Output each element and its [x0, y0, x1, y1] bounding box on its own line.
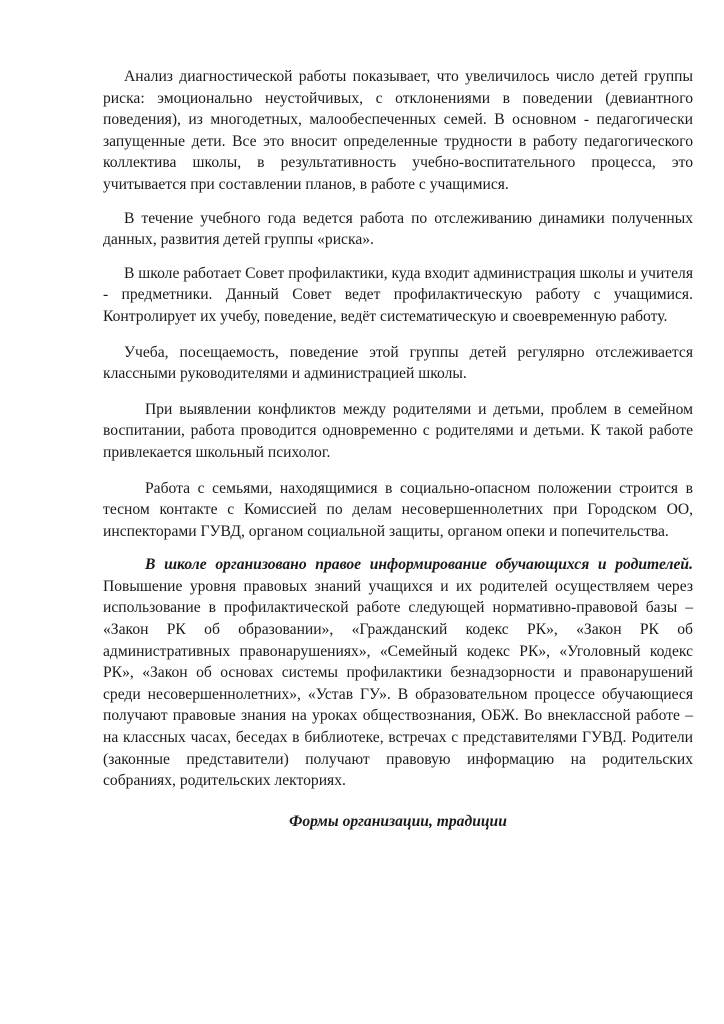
paragraph-monitoring: В течение учебного года ведется работа по отслеживанию динамики полученных данных, развития детей группы «риска». — [103, 209, 693, 249]
paragraph-conflicts: При выявлении конфликтов между родителями и детьми, проблем в семейном воспитании, работа проводится одновременно с родителями и детьми. К такой работе привлекается школьный психолог. — [103, 400, 693, 461]
legal-information-lead: В школе организовано правое информирование обучающихся и родителей. — [145, 556, 693, 574]
section-heading: Формы организации, традиции — [289, 812, 507, 830]
paragraph-prevention-council: В школе работает Совет профилактики, куда входит администрация школы и учителя - предметники. Данный Совет ведет профилактическую работу с учащимися. Контролирует их учебу, поведение, ведёт систематическую и своевременную работу. — [103, 264, 693, 325]
paragraph-families: Работа с семьями, находящимися в социально-опасном положении строится в тесном контакте с Комиссией по делам несовершеннолетних при Городском ОО, инспекторами ГУВД, органом социальной защиты, органом опеки и попечительства. — [103, 479, 693, 540]
paragraph-legal-information — [103, 554, 693, 792]
legal-information-text: Повышение уровня правовых знаний учащихся и их родителей осуществляем через использование в профилактической работе следующей нормативно-правовой базы – «Закон РК об образовании», «Гражданский кодекс РК», «Закон РК об административных правонарушениях», «Семейный кодекс РК», «Уголовный кодекс РК», «Закон об основах системы профилактики безнадзорности и правонарушений среди несовершеннолетних», «Устав ГУ». В образовательном процессе обучающиеся получают правовые знания на уроках обществознания, ОБЖ. Во внеклассной работе – на классных часах, беседах в библиотеке, встречах с представителями ГУВД. Родители (законные представители) получают правовую информацию на родительских собраниях, родительских лекториях. — [103, 577, 693, 790]
paragraph-attendance: Учеба, посещаемость, поведение этой группы детей регулярно отслеживается классными руководителями и администрацией школы. — [103, 343, 693, 383]
document-body — [103, 66, 693, 832]
paragraph-diagnostics: Анализ диагностической работы показывает, что увеличилось число детей группы риска: эмоционально неустойчивых, с отклонениями в поведении (девиантного поведения), из многодетных, малообеспеченных семей. В основном - педагогически запущенные дети. Все это вносит определенные трудности в работу педагогического коллектива школы, в результативность учебно-воспитательного процесса, это учитывается при составлении планов, в работе с учащимися. — [103, 68, 693, 193]
